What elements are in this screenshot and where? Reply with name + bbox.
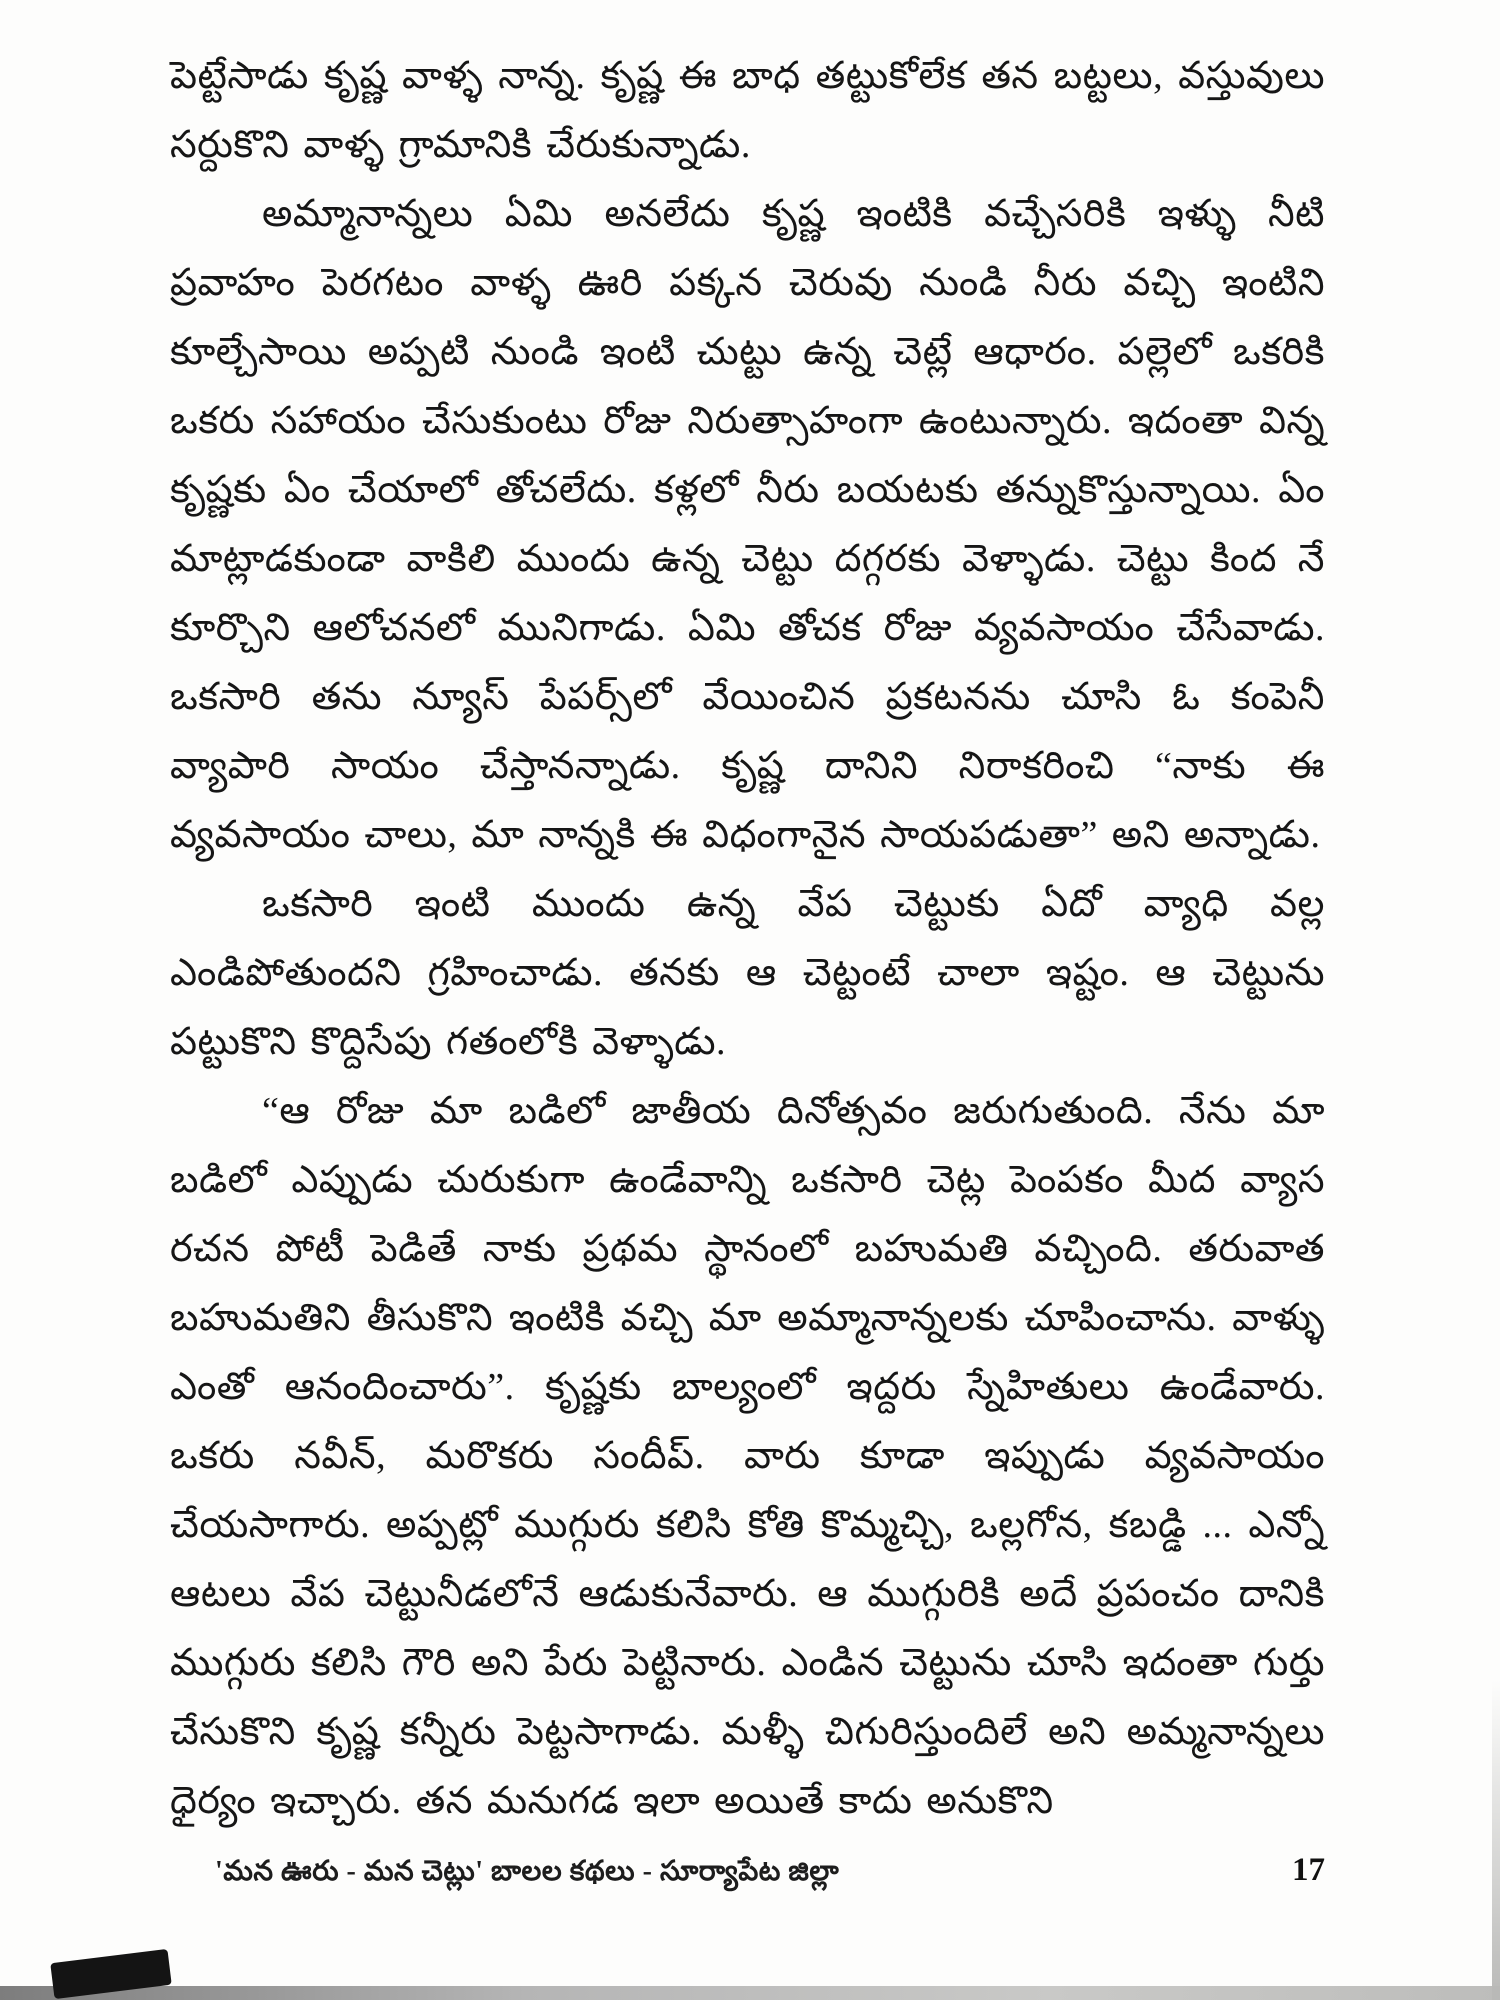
paragraph: అమ్మానాన్నలు ఏమి అనలేదు కృష్ణ ఇంటికి వచ్చేసరికి ఇళ్ళు నీటి ప్రవాహం పెరగటం వాళ్ళ ఊరి పక్కన చెరువు నుండి నీరు వచ్చి ఇంటిని కూల్చేసాయి అప్పటి నుండి ఇంటి చుట్టు ఉన్న చెట్లే ఆధారం. పల్లెలో ఒకరికి ఒకరు సహాయం చేసుకుంటు రోజు నిరుత్సాహంగా ఉంటున్నారు. ఇదంతా విన్న కృష్ణకు ఏం చేయాలో తోచలేదు. కళ్లలో నీరు బయటకు తన్నుకొస్తున్నాయి. ఏం మాట్లాడకుండా వాకిలి ముందు ఉన్న చెట్టు దగ్గరకు వెళ్ళాడు. చెట్టు కింద నే కూర్చొని ఆలోచనలో మునిగాడు. ఏమి తోచక రోజు వ్యవసాయం చేసేవాడు. ఒకసారి తను న్యూస్ పేపర్స్‌లో వేయించిన ప్రకటనను చూసి ఓ కంపెనీ వ్యాపారి సాయం చేస్తానన్నాడు. కృష్ణ దానిని నిరాకరించి “నాకు ఈ వ్యవసాయం చాలు, మా నాన్నకి ఈ విధంగానైన సాయపడుతా” అని అన్నాడు. <box>170 193 1325 856</box>
page-footer <box>170 1852 1325 1894</box>
paragraph: పెట్టేసాడు కృష్ణ వాళ్ళ నాన్న. కృష్ణ ఈ బాధ తట్టుకోలేక తన బట్టలు, వస్తువులు సర్దుకొని వాళ్ళ గ్రామానికి చేరుకున్నాడు. <box>170 55 1325 166</box>
body-text <box>170 42 1325 1836</box>
scan-artifact-right-edge <box>1492 1680 1500 2000</box>
scan-artifact-bottom-strip <box>0 1986 1500 2000</box>
page-number: 17 <box>1292 1852 1325 1888</box>
paragraph: ఒకసారి ఇంటి ముందు ఉన్న వేప చెట్టుకు ఏదో వ్యాధి వల్ల ఎండిపోతుందని గ్రహించాడు. తనకు ఆ చెట్టంటే చాలా ఇష్టం. ఆ చెట్టును పట్టుకొని కొద్దిసేపు గతంలోకి వెళ్ళాడు. <box>170 883 1325 1063</box>
footer-caption: 'మన ఊరు - మన చెట్లు' బాలల కథలు - సూర్యాపేట జిల్లా <box>215 1856 840 1887</box>
paragraph: “ఆ రోజు మా బడిలో జాతీయ దినోత్సవం జరుగుతుంది. నేను మా బడిలో ఎప్పుడు చురుకుగా ఉండేవాన్ని ఒకసారి చెట్ల పెంపకం మీద వ్యాస రచన పోటీ పెడితే నాకు ప్రథమ స్థానంలో బహుమతి వచ్చింది. తరువాత బహుమతిని తీసుకొని ఇంటికి వచ్చి మా అమ్మానాన్నలకు చూపించాను. వాళ్ళు ఎంతో ఆనందించారు”. కృష్ణకు బాల్యంలో ఇద్దరు స్నేహితులు ఉండేవారు. ఒకరు నవీన్, మరొకరు సందీప్. వారు కూడా ఇప్పుడు వ్యవసాయం చేయసాగారు. అప్పట్లో ముగ్గురు కలిసి కోతి కొమ్మచ్చి, ఒల్లగోన, కబడ్డి ... ఎన్నో ఆటలు వేప చెట్టునీడలోనే ఆడుకునేవారు. ఆ ముగ్గురికి అదే ప్రపంచం దానికి ముగ్గురు కలిసి గౌరి అని పేరు పెట్టినారు. ఎండిన చెట్టును చూసి ఇదంతా గుర్తు చేసుకొని కృష్ణ కన్నీరు పెట్టసాగాడు. మళ్ళీ చిగురిస్తుందిలే అని అమ్మనాన్నలు ధైర్యం ఇచ్చారు. తన మనుగడ ఇలా అయితే కాదు అనుకొని <box>170 1090 1325 1822</box>
